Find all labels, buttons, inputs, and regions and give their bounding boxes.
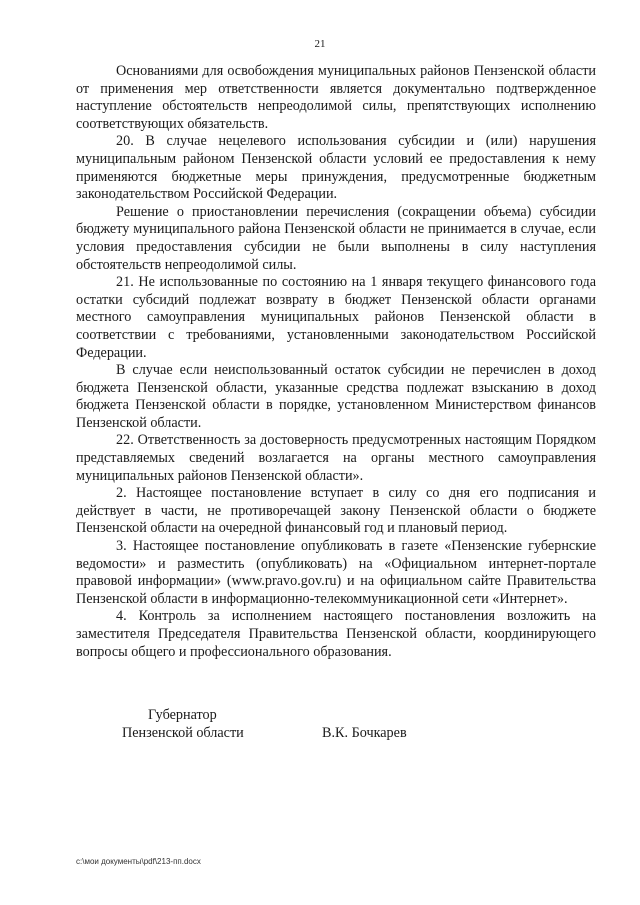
paragraph: В случае если неиспользованный остаток субсидии не перечислен в доход бюджета Пензенской области, указанные средства подлежат взысканию в доход бюджета Пензенской области в порядке, установленном Министерством финансов Пензенской области. [76, 362, 596, 431]
signatory-title: Губернатор [148, 707, 217, 723]
paragraph: Решение о приостановлении перечисления (сокращении объема) субсидии бюджету муниципального района Пензенской области не принимается в случае, если условия предоставления субсидии не были выполнены в силу наступления обстоятельств непреодолимой силы. [76, 203, 596, 273]
paragraph: 22. Ответственность за достоверность предусмотренных настоящим Порядком представляемых сведений возлагается на органы местного самоуправления муниципальных районов Пензенской области». [76, 432, 596, 484]
paragraph: 20. В случае нецелевого использования субсидии и (или) нарушения муниципальным районом Пензенской области условий ее предоставления к нему применяются бюджетные меры принуждения, предусмотренные бюджетным законодательством Российской Федерации. [76, 133, 596, 203]
paragraph: Основаниями для освобождения муниципальных районов Пензенской области от применения мер ответственности является документально подтвержденное наступление обстоятельств непреодолимой силы, препятствующих исполнению соответствующих обязательств. [76, 63, 596, 132]
signature-row [110, 724, 490, 742]
signatory-region: Пензенской области [122, 725, 244, 741]
paragraph: 3. Настоящее постановление опубликовать в газете «Пензенские губернские ведомости» и разместить (опубликовать) на «Официальном интернет-портале правовой информации» (www.pravo.gov.ru) и на официальном сайте Правительства Пензенской области в информационно-телекоммуникационной сети «Интернет». [76, 538, 596, 607]
document-body [76, 63, 596, 661]
paragraph: 2. Настоящее постановление вступает в силу со дня его подписания и действует в части, не противоречащей закону Пензенской области о бюджете Пензенской области на очередной финансовый год и плановый период. [76, 485, 596, 537]
paragraph: 4. Контроль за исполнением настоящего постановления возложить на заместителя Председателя Правительства Пензенской области, координирующего вопросы общего и профессионального образования. [76, 608, 596, 660]
page-number: 21 [314, 38, 326, 50]
file-path-footer: c:\мои документы\pdf\213-пп.docx [76, 857, 201, 866]
signatory-name: В.К. Бочкарев [322, 725, 407, 741]
signature-block [110, 706, 490, 742]
paragraph: 21. Не использованные по состоянию на 1 января текущего финансового года остатки субсидий подлежат возврату в бюджет Пензенской области органами местного самоуправления муниципальных районов Пензенской области в соответствии с требованиями, установленными законодательством Российской Федерации. [76, 274, 596, 361]
